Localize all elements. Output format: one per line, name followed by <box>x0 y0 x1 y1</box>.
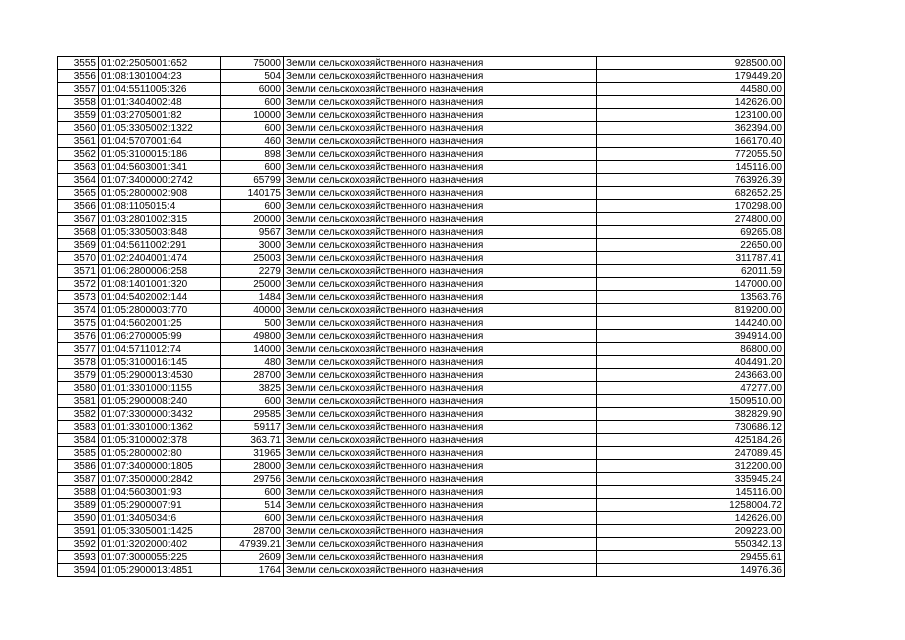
area-cell: 514 <box>221 499 284 512</box>
table-row <box>58 200 785 213</box>
row-number-cell: 3557 <box>58 83 99 96</box>
cadastral-number-cell: 01:05:3100015:186 <box>99 148 221 161</box>
area-cell: 65799 <box>221 174 284 187</box>
table-row <box>58 421 785 434</box>
land-category-cell: Земли сельскохозяйственного назначения <box>284 252 597 265</box>
row-number-cell: 3592 <box>58 538 99 551</box>
cadastral-number-cell: 01:04:5711012:74 <box>99 343 221 356</box>
cadastral-value-cell: 682652.25 <box>597 187 785 200</box>
table-row <box>58 317 785 330</box>
cadastral-number-cell: 01:04:5603001:341 <box>99 161 221 174</box>
cadastral-number-cell: 01:04:5602001:25 <box>99 317 221 330</box>
row-number-cell: 3581 <box>58 395 99 408</box>
table-row <box>58 135 785 148</box>
area-cell: 600 <box>221 161 284 174</box>
cadastral-value-cell: 179449.20 <box>597 70 785 83</box>
row-number-cell: 3591 <box>58 525 99 538</box>
cadastral-value-cell: 1509510.00 <box>597 395 785 408</box>
table-row <box>58 434 785 447</box>
cadastral-number-cell: 01:07:3000055:225 <box>99 551 221 564</box>
cadastral-number-cell: 01:05:3100002:378 <box>99 434 221 447</box>
land-category-cell: Земли сельскохозяйственного назначения <box>284 161 597 174</box>
land-category-cell: Земли сельскохозяйственного назначения <box>284 304 597 317</box>
land-parcels-table <box>57 56 785 577</box>
table-row <box>58 187 785 200</box>
table-row <box>58 564 785 577</box>
cadastral-value-cell: 247089.45 <box>597 447 785 460</box>
table-row <box>58 226 785 239</box>
row-number-cell: 3560 <box>58 122 99 135</box>
land-category-cell: Земли сельскохозяйственного назначения <box>284 213 597 226</box>
table-row <box>58 57 785 70</box>
row-number-cell: 3578 <box>58 356 99 369</box>
row-number-cell: 3559 <box>58 109 99 122</box>
table-row <box>58 109 785 122</box>
row-number-cell: 3590 <box>58 512 99 525</box>
cadastral-number-cell: 01:04:5511005:326 <box>99 83 221 96</box>
land-category-cell: Земли сельскохозяйственного назначения <box>284 226 597 239</box>
area-cell: 500 <box>221 317 284 330</box>
land-category-cell: Земли сельскохозяйственного назначения <box>284 122 597 135</box>
cadastral-value-cell: 144240.00 <box>597 317 785 330</box>
cadastral-number-cell: 01:06:2700005:99 <box>99 330 221 343</box>
cadastral-number-cell: 01:05:3305001:1425 <box>99 525 221 538</box>
table-row <box>58 369 785 382</box>
cadastral-value-cell: 382829.90 <box>597 408 785 421</box>
cadastral-value-cell: 86800.00 <box>597 343 785 356</box>
area-cell: 600 <box>221 512 284 525</box>
land-category-cell: Земли сельскохозяйственного назначения <box>284 278 597 291</box>
cadastral-value-cell: 312200.00 <box>597 460 785 473</box>
area-cell: 600 <box>221 486 284 499</box>
land-category-cell: Земли сельскохозяйственного назначения <box>284 447 597 460</box>
cadastral-number-cell: 01:07:3400000:2742 <box>99 174 221 187</box>
area-cell: 1484 <box>221 291 284 304</box>
area-cell: 49800 <box>221 330 284 343</box>
land-category-cell: Земли сельскохозяйственного назначения <box>284 356 597 369</box>
area-cell: 600 <box>221 200 284 213</box>
land-category-cell: Земли сельскохозяйственного назначения <box>284 330 597 343</box>
area-cell: 2279 <box>221 265 284 278</box>
cadastral-value-cell: 123100.00 <box>597 109 785 122</box>
land-category-cell: Земли сельскохозяйственного назначения <box>284 395 597 408</box>
row-number-cell: 3585 <box>58 447 99 460</box>
area-cell: 28700 <box>221 369 284 382</box>
table-row <box>58 486 785 499</box>
cadastral-number-cell: 01:05:2800002:80 <box>99 447 221 460</box>
area-cell: 14000 <box>221 343 284 356</box>
table-row <box>58 343 785 356</box>
row-number-cell: 3580 <box>58 382 99 395</box>
cadastral-number-cell: 01:04:5707001:64 <box>99 135 221 148</box>
cadastral-number-cell: 01:04:5611002:291 <box>99 239 221 252</box>
table-row <box>58 304 785 317</box>
land-category-cell: Земли сельскохозяйственного назначения <box>284 473 597 486</box>
row-number-cell: 3555 <box>58 57 99 70</box>
area-cell: 6000 <box>221 83 284 96</box>
cadastral-number-cell: 01:04:5603001:93 <box>99 486 221 499</box>
row-number-cell: 3567 <box>58 213 99 226</box>
cadastral-value-cell: 142626.00 <box>597 96 785 109</box>
area-cell: 25003 <box>221 252 284 265</box>
cadastral-number-cell: 01:08:1301004:23 <box>99 70 221 83</box>
land-category-cell: Земли сельскохозяйственного назначения <box>284 382 597 395</box>
row-number-cell: 3568 <box>58 226 99 239</box>
row-number-cell: 3556 <box>58 70 99 83</box>
area-cell: 2609 <box>221 551 284 564</box>
area-cell: 29585 <box>221 408 284 421</box>
cadastral-number-cell: 01:05:3305003:848 <box>99 226 221 239</box>
area-cell: 9567 <box>221 226 284 239</box>
row-number-cell: 3576 <box>58 330 99 343</box>
cadastral-number-cell: 01:01:3301000:1155 <box>99 382 221 395</box>
row-number-cell: 3583 <box>58 421 99 434</box>
cadastral-value-cell: 170298.00 <box>597 200 785 213</box>
area-cell: 47939.21 <box>221 538 284 551</box>
land-category-cell: Земли сельскохозяйственного назначения <box>284 369 597 382</box>
table-row <box>58 161 785 174</box>
cadastral-value-cell: 47277.00 <box>597 382 785 395</box>
row-number-cell: 3573 <box>58 291 99 304</box>
row-number-cell: 3589 <box>58 499 99 512</box>
table-row <box>58 499 785 512</box>
cadastral-value-cell: 147000.00 <box>597 278 785 291</box>
cadastral-value-cell: 243663.00 <box>597 369 785 382</box>
cadastral-value-cell: 209223.00 <box>597 525 785 538</box>
area-cell: 31965 <box>221 447 284 460</box>
cadastral-number-cell: 01:02:2404001:474 <box>99 252 221 265</box>
table-row <box>58 538 785 551</box>
cadastral-value-cell: 274800.00 <box>597 213 785 226</box>
row-number-cell: 3594 <box>58 564 99 577</box>
table-row <box>58 330 785 343</box>
cadastral-value-cell: 145116.00 <box>597 161 785 174</box>
table-row <box>58 252 785 265</box>
land-category-cell: Земли сельскохозяйственного назначения <box>284 70 597 83</box>
cadastral-number-cell: 01:08:1105015:4 <box>99 200 221 213</box>
table-row <box>58 174 785 187</box>
area-cell: 20000 <box>221 213 284 226</box>
cadastral-value-cell: 1258004.72 <box>597 499 785 512</box>
row-number-cell: 3579 <box>58 369 99 382</box>
cadastral-value-cell: 362394.00 <box>597 122 785 135</box>
area-cell: 10000 <box>221 109 284 122</box>
land-category-cell: Земли сельскохозяйственного назначения <box>284 83 597 96</box>
table-body <box>58 57 785 577</box>
cadastral-number-cell: 01:03:2801002:315 <box>99 213 221 226</box>
cadastral-number-cell: 01:01:3405034:6 <box>99 512 221 525</box>
cadastral-number-cell: 01:05:3305002:1322 <box>99 122 221 135</box>
table-row <box>58 551 785 564</box>
row-number-cell: 3586 <box>58 460 99 473</box>
cadastral-value-cell: 311787.41 <box>597 252 785 265</box>
cadastral-number-cell: 01:05:2800003:770 <box>99 304 221 317</box>
cadastral-value-cell: 166170.40 <box>597 135 785 148</box>
table-row <box>58 239 785 252</box>
cadastral-value-cell: 13563.76 <box>597 291 785 304</box>
row-number-cell: 3572 <box>58 278 99 291</box>
table-row <box>58 278 785 291</box>
cadastral-value-cell: 69265.08 <box>597 226 785 239</box>
cadastral-value-cell: 62011.59 <box>597 265 785 278</box>
cadastral-number-cell: 01:06:2800006:258 <box>99 265 221 278</box>
cadastral-value-cell: 763926.39 <box>597 174 785 187</box>
area-cell: 898 <box>221 148 284 161</box>
row-number-cell: 3562 <box>58 148 99 161</box>
cadastral-value-cell: 550342.13 <box>597 538 785 551</box>
row-number-cell: 3587 <box>58 473 99 486</box>
row-number-cell: 3574 <box>58 304 99 317</box>
land-category-cell: Земли сельскохозяйственного назначения <box>284 551 597 564</box>
table-row <box>58 122 785 135</box>
row-number-cell: 3561 <box>58 135 99 148</box>
cadastral-value-cell: 22650.00 <box>597 239 785 252</box>
table-row <box>58 265 785 278</box>
land-category-cell: Земли сельскохозяйственного назначения <box>284 460 597 473</box>
land-category-cell: Земли сельскохозяйственного назначения <box>284 135 597 148</box>
area-cell: 59117 <box>221 421 284 434</box>
land-category-cell: Земли сельскохозяйственного назначения <box>284 200 597 213</box>
area-cell: 3825 <box>221 382 284 395</box>
row-number-cell: 3564 <box>58 174 99 187</box>
land-category-cell: Земли сельскохозяйственного назначения <box>284 265 597 278</box>
table-row <box>58 382 785 395</box>
cadastral-number-cell: 01:07:3300000:3432 <box>99 408 221 421</box>
land-category-cell: Земли сельскохозяйственного назначения <box>284 57 597 70</box>
cadastral-value-cell: 819200.00 <box>597 304 785 317</box>
area-cell: 480 <box>221 356 284 369</box>
table-row <box>58 356 785 369</box>
cadastral-value-cell: 44580.00 <box>597 83 785 96</box>
area-cell: 40000 <box>221 304 284 317</box>
area-cell: 1764 <box>221 564 284 577</box>
cadastral-value-cell: 394914.00 <box>597 330 785 343</box>
cadastral-number-cell: 01:07:3400000:1805 <box>99 460 221 473</box>
land-category-cell: Земли сельскохозяйственного назначения <box>284 512 597 525</box>
area-cell: 460 <box>221 135 284 148</box>
cadastral-value-cell: 404491.20 <box>597 356 785 369</box>
table-row <box>58 291 785 304</box>
row-number-cell: 3565 <box>58 187 99 200</box>
land-category-cell: Земли сельскохозяйственного назначения <box>284 434 597 447</box>
cadastral-number-cell: 01:03:2705001:82 <box>99 109 221 122</box>
land-category-cell: Земли сельскохозяйственного назначения <box>284 499 597 512</box>
table-row <box>58 460 785 473</box>
cadastral-number-cell: 01:02:2505001:652 <box>99 57 221 70</box>
land-category-cell: Земли сельскохозяйственного назначения <box>284 317 597 330</box>
row-number-cell: 3563 <box>58 161 99 174</box>
land-category-cell: Земли сельскохозяйственного назначения <box>284 538 597 551</box>
land-category-cell: Земли сельскохозяйственного назначения <box>284 174 597 187</box>
cadastral-value-cell: 14976.36 <box>597 564 785 577</box>
cadastral-number-cell: 01:01:3202000:402 <box>99 538 221 551</box>
row-number-cell: 3558 <box>58 96 99 109</box>
table-row <box>58 525 785 538</box>
row-number-cell: 3582 <box>58 408 99 421</box>
cadastral-value-cell: 772055.50 <box>597 148 785 161</box>
land-category-cell: Земли сельскохозяйственного назначения <box>284 96 597 109</box>
cadastral-number-cell: 01:05:3100016:145 <box>99 356 221 369</box>
cadastral-value-cell: 730686.12 <box>597 421 785 434</box>
row-number-cell: 3566 <box>58 200 99 213</box>
row-number-cell: 3569 <box>58 239 99 252</box>
table-row <box>58 447 785 460</box>
cadastral-value-cell: 335945.24 <box>597 473 785 486</box>
table-row <box>58 83 785 96</box>
land-category-cell: Земли сельскохозяйственного назначения <box>284 525 597 538</box>
cadastral-number-cell: 01:01:3404002:48 <box>99 96 221 109</box>
cadastral-value-cell: 145116.00 <box>597 486 785 499</box>
table-row <box>58 213 785 226</box>
land-category-cell: Земли сельскохозяйственного назначения <box>284 148 597 161</box>
area-cell: 29756 <box>221 473 284 486</box>
land-category-cell: Земли сельскохозяйственного назначения <box>284 486 597 499</box>
cadastral-value-cell: 29455.61 <box>597 551 785 564</box>
table-row <box>58 395 785 408</box>
land-category-cell: Земли сельскохозяйственного назначения <box>284 343 597 356</box>
area-cell: 75000 <box>221 57 284 70</box>
row-number-cell: 3584 <box>58 434 99 447</box>
row-number-cell: 3588 <box>58 486 99 499</box>
cadastral-number-cell: 01:05:2900013:4530 <box>99 369 221 382</box>
cadastral-value-cell: 142626.00 <box>597 512 785 525</box>
row-number-cell: 3575 <box>58 317 99 330</box>
cadastral-number-cell: 01:05:2900008:240 <box>99 395 221 408</box>
cadastral-number-cell: 01:05:2800002:908 <box>99 187 221 200</box>
row-number-cell: 3577 <box>58 343 99 356</box>
area-cell: 504 <box>221 70 284 83</box>
table-row <box>58 473 785 486</box>
table-row <box>58 408 785 421</box>
area-cell: 28700 <box>221 525 284 538</box>
cadastral-number-cell: 01:05:2900013:4851 <box>99 564 221 577</box>
row-number-cell: 3570 <box>58 252 99 265</box>
area-cell: 600 <box>221 96 284 109</box>
table-row <box>58 512 785 525</box>
area-cell: 363.71 <box>221 434 284 447</box>
table-row <box>58 96 785 109</box>
table-row <box>58 148 785 161</box>
row-number-cell: 3593 <box>58 551 99 564</box>
row-number-cell: 3571 <box>58 265 99 278</box>
area-cell: 600 <box>221 395 284 408</box>
cadastral-number-cell: 01:05:2900007:91 <box>99 499 221 512</box>
cadastral-number-cell: 01:07:3500000:2842 <box>99 473 221 486</box>
area-cell: 600 <box>221 122 284 135</box>
cadastral-number-cell: 01:04:5402002:144 <box>99 291 221 304</box>
area-cell: 28000 <box>221 460 284 473</box>
land-category-cell: Земли сельскохозяйственного назначения <box>284 109 597 122</box>
cadastral-value-cell: 425184.26 <box>597 434 785 447</box>
land-category-cell: Земли сельскохозяйственного назначения <box>284 421 597 434</box>
cadastral-number-cell: 01:01:3301000:1362 <box>99 421 221 434</box>
land-category-cell: Земли сельскохозяйственного назначения <box>284 564 597 577</box>
land-category-cell: Земли сельскохозяйственного назначения <box>284 239 597 252</box>
land-category-cell: Земли сельскохозяйственного назначения <box>284 187 597 200</box>
land-category-cell: Земли сельскохозяйственного назначения <box>284 408 597 421</box>
table-row <box>58 70 785 83</box>
cadastral-number-cell: 01:08:1401001:320 <box>99 278 221 291</box>
area-cell: 3000 <box>221 239 284 252</box>
area-cell: 140175 <box>221 187 284 200</box>
area-cell: 25000 <box>221 278 284 291</box>
cadastral-value-cell: 928500.00 <box>597 57 785 70</box>
land-category-cell: Земли сельскохозяйственного назначения <box>284 291 597 304</box>
